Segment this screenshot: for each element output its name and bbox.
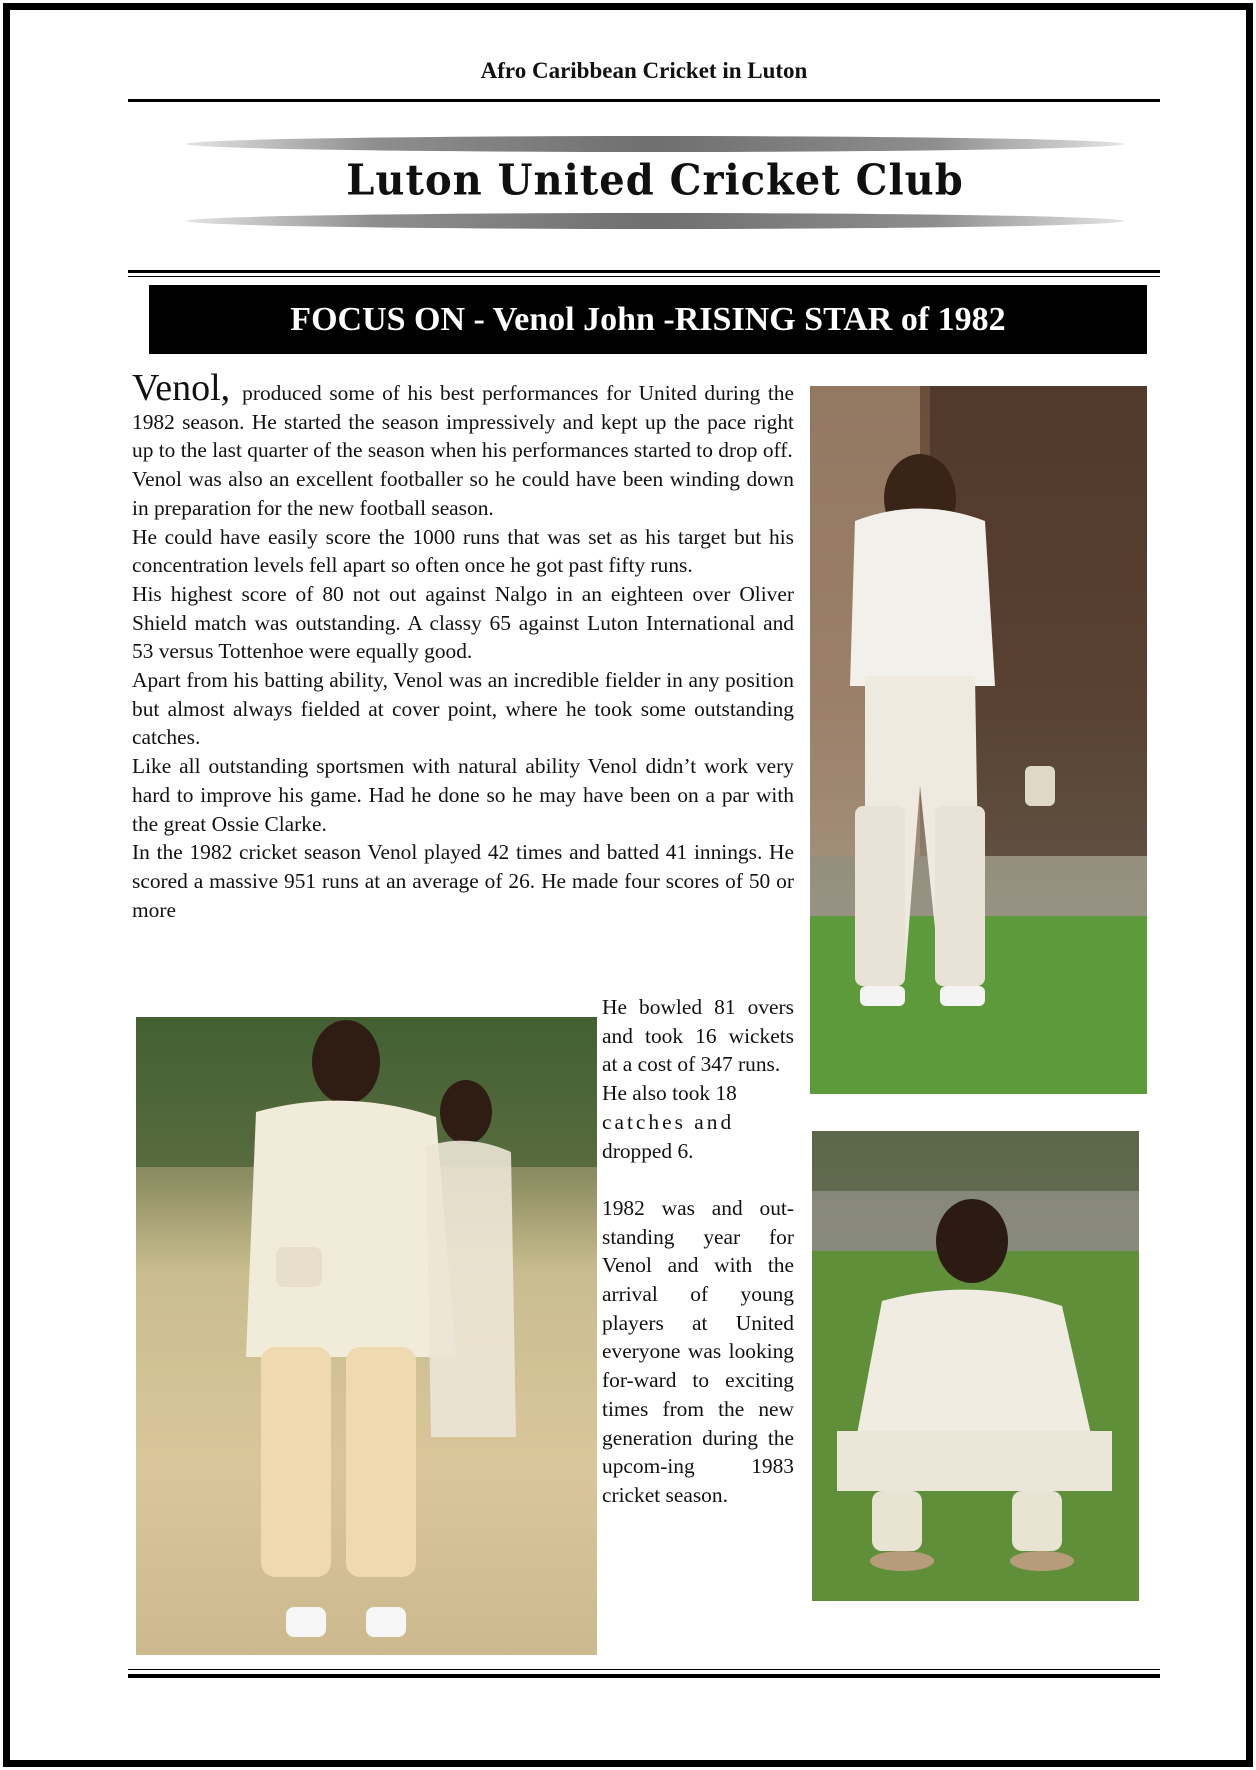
catches-line-3: dropped 6. bbox=[602, 1138, 694, 1163]
paragraph-4: His highest score of 80 not out against Nalgo in an eighteen over Oliver Shield match was outstanding. A classy 65 against Luton International and 53 versus Tottenhoe were equally good. bbox=[132, 581, 794, 664]
walking-batsman-illustration bbox=[136, 1017, 597, 1655]
club-name-title: Luton United Cricket Club bbox=[346, 155, 964, 206]
paragraph-1-text: produced some of his best performances for United during the 1982 season. He started the season impressively and kept up the pace right up to the last quarter of the season when his performances started to drop off. bbox=[132, 381, 794, 463]
photo-walking-batsman bbox=[136, 1017, 597, 1655]
footer-rule-thick bbox=[128, 1674, 1160, 1678]
article-body bbox=[132, 367, 794, 924]
footer-rule-thin bbox=[128, 1669, 1160, 1670]
catches-line-2: catches and bbox=[602, 1109, 735, 1134]
paragraph-1 bbox=[132, 367, 794, 465]
section-rule-thick bbox=[128, 270, 1160, 273]
paragraph-3: He could have easily score the 1000 runs that was set as his target but his concentration levels fell apart so often once he got past fifty runs. bbox=[132, 524, 794, 578]
crouching-fielder-illustration bbox=[812, 1131, 1139, 1601]
paragraph-2: Venol was also an excellent footballer so he could have been winding down in preparation for the new football season. bbox=[132, 467, 794, 520]
side-column bbox=[602, 993, 794, 1510]
banner-top-bar bbox=[186, 136, 1124, 152]
photo-crouching-fielder bbox=[812, 1131, 1139, 1601]
header-rule bbox=[128, 99, 1160, 102]
photo-standing-cricketer bbox=[810, 386, 1147, 1094]
paragraph-7: In the 1982 cricket season Venol played 42 times and batted 41 innings. He scored a massive 951 runs at an average of 26. He made four scores of 50 or more bbox=[132, 840, 794, 922]
article-headline: FOCUS ON - Venol John -RISING STAR of 1982 bbox=[149, 285, 1147, 354]
bowling-stats: He bowled 81 overs and took 16 wickets at a cost of 347 runs. bbox=[602, 995, 794, 1077]
paragraph-6: Like all outstanding sportsmen with natural ability Venol didn’t work very hard to improve his game. Had he done so he may have been on a par with the great Ossie Clarke. bbox=[132, 754, 794, 836]
paragraph-5: Apart from his batting ability, Venol was an incredible fielder in any position but almost always fielded at cover point, where he took some outstanding catches. bbox=[132, 668, 794, 750]
standing-cricketer-illustration bbox=[810, 386, 1147, 1094]
catches-line-1: He also took 18 bbox=[602, 1081, 737, 1106]
section-rule-thin bbox=[128, 276, 1160, 277]
lead-word: Venol, bbox=[132, 367, 231, 409]
banner-bottom-bar bbox=[186, 213, 1124, 229]
closing-paragraph: 1982 was and out-standing year for Venol and with the arrival of young players at United everyone was looking for-ward to exciting times from the new generation during the upcom-ing 1983 cricket season. bbox=[602, 1195, 794, 1507]
running-title: Afro Caribbean Cricket in Luton bbox=[480, 58, 808, 83]
